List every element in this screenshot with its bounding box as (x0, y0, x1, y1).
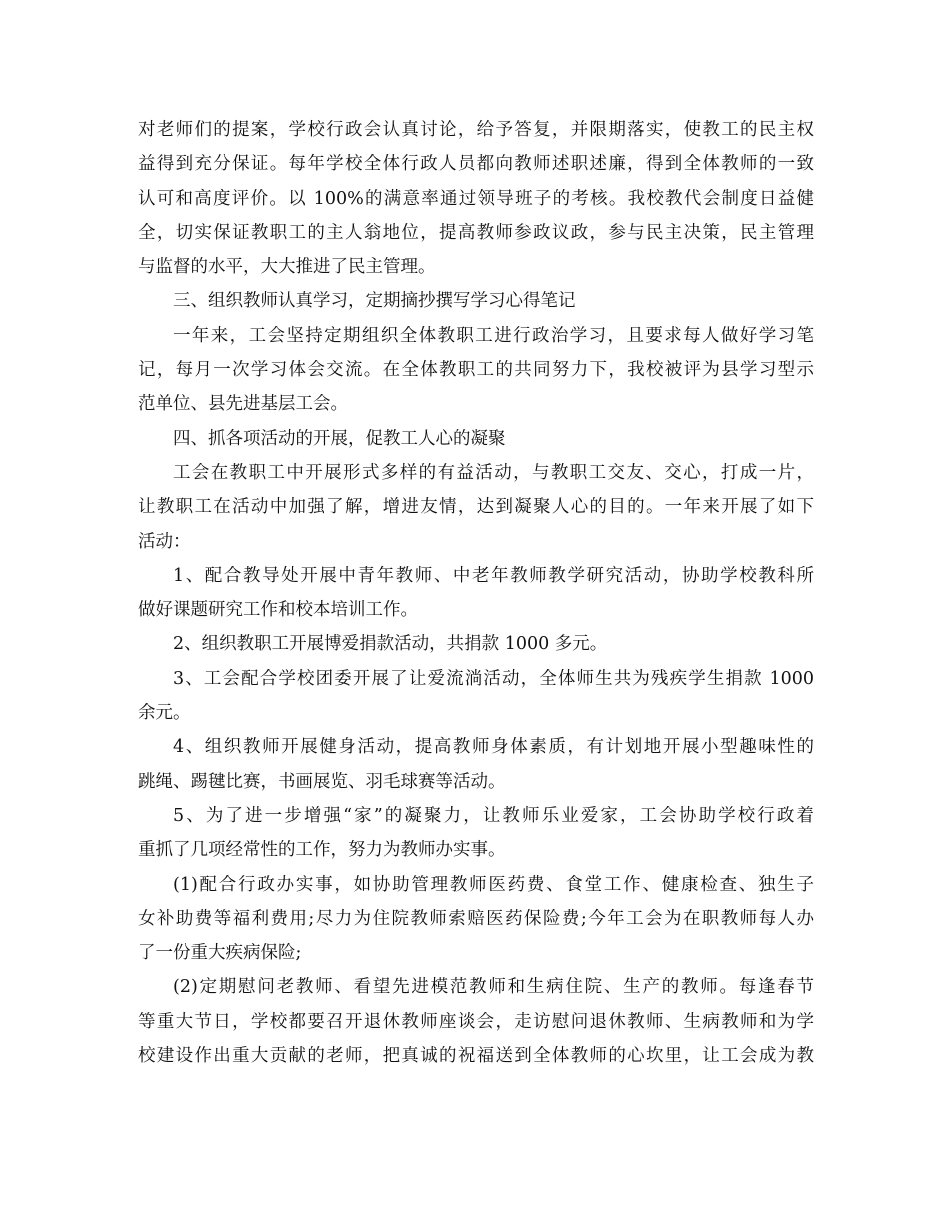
text-line: 等重大节日，学校都要召开退休教师座谈会，走访慰问退休教师、生病教师和为学 (138, 1011, 814, 1032)
body-paragraph (138, 319, 814, 422)
text-line: 1、配合教导处开展中青年教师、中老年教师教学研究活动，协助学校教科所 (173, 565, 814, 586)
list-item-3 (138, 662, 814, 731)
text-line: 2、组织教职工开展博爱捐款活动，共捐款 1000 多元。 (173, 634, 608, 655)
body-paragraph (138, 456, 814, 559)
list-item-4 (138, 730, 814, 799)
list-item-1 (138, 559, 814, 628)
sub-item-1 (138, 868, 814, 971)
text-line: 记，每月一次学习体会交流。在全体教职工的共同努力下，我校被评为县学习型示 (138, 360, 814, 381)
text-line: 重抓了几项经常性的工作，努力为教师办实事。 (138, 840, 506, 861)
heading-text: 三、组织教师认真学习，定期摘抄撰写学习心得笔记 (173, 291, 576, 312)
text-line: 范单位、县先进基层工会。 (138, 394, 348, 415)
text-line: 全，切实保证教职工的主人翁地位，提高教师参政议政，参与民主决策，民主管理 (138, 222, 814, 243)
text-line: 余元。 (138, 703, 191, 724)
document-page (138, 113, 814, 1073)
sub-item-2 (138, 970, 814, 1073)
section-heading-4 (138, 422, 814, 456)
text-line: 做好课题研究工作和校本培训工作。 (138, 600, 418, 621)
text-line: 5、为了进一步增强“家”的凝聚力，让教师乐业爱家，工会协助学校行政着 (173, 805, 814, 826)
text-line: 一年来，工会坚持定期组织全体教职工进行政治学习，且要求每人做好学习笔 (173, 325, 814, 346)
text-line: 校建设作出重大贡献的老师，把真诚的祝福送到全体教师的心坎里，让工会成为教 (138, 1046, 814, 1067)
list-item-2 (138, 627, 814, 661)
body-paragraph (138, 113, 814, 284)
text-line: 益得到充分保证。每年学校全体行政人员都向教师述职述廉，得到全体教师的一致 (138, 154, 814, 175)
text-line: 3、工会配合学校团委开展了让爱流淌活动，全体师生共为残疾学生捐款 1000 (173, 668, 814, 689)
text-line: 工会在教职工中开展形式多样的有益活动，与教职工交友、交心，打成一片， (173, 462, 814, 483)
text-line: (2)定期慰问老教师、看望先进模范教师和生病住院、生产的教师。每逢春节 (173, 977, 814, 998)
text-line: (1)配合行政办实事，如协助管理教师医药费、食堂工作、健康检查、独生子 (173, 874, 814, 895)
text-line: 跳绳、踢毽比赛，书画展览、羽毛球赛等活动。 (138, 771, 506, 792)
section-heading-3 (138, 284, 814, 318)
text-line: 与监督的水平，大大推进了民主管理。 (138, 257, 436, 278)
text-line: 对老师们的提案，学校行政会认真讨论，给予答复，并限期落实，使教工的民主权 (138, 120, 814, 140)
list-item-5 (138, 799, 814, 868)
text-line: 了一份重大疾病保险; (138, 943, 302, 964)
heading-text: 四、抓各项活动的开展，促教工人心的凝聚 (173, 428, 506, 449)
text-line: 活动： (138, 531, 191, 552)
text-line: 女补助费等福利费用;尽力为住院教师索赔医药保险费;今年工会为在职教师每人办 (138, 908, 814, 929)
text-line: 让教职工在活动中加强了解，增进友情，达到凝聚人心的目的。一年来开展了如下 (138, 497, 814, 518)
text-line: 认可和高度评价。以 100%的满意率通过领导班子的考核。我校教代会制度日益健 (138, 188, 814, 209)
text-line: 4、组织教师开展健身活动，提高教师身体素质，有计划地开展小型趣味性的 (173, 737, 814, 758)
